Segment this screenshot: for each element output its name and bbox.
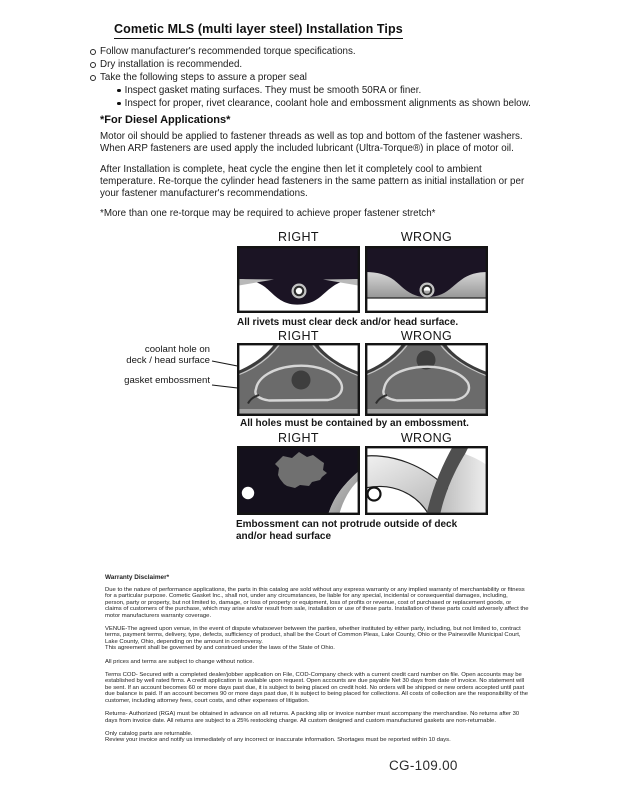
warranty-catalog-note: Only catalog parts are returnable. [105, 730, 193, 737]
bolt-hole [368, 488, 381, 501]
diagram-caption: All rivets must clear deck and/or head surface. [237, 317, 459, 328]
right-label: RIGHT [278, 230, 319, 244]
warranty-returns-paragraph: Returns- Authorized (RGA) must be obtained in advance on all returns. A packing slip or invoice number must accompany the merchandise. No returns after 30 days from invoice date. All returns are subject to a 25% restocking charge. All custom designed and custom manufactured gaskets are non-returnable. [105, 711, 520, 724]
rivet-icon [292, 284, 307, 299]
list-item [117, 84, 560, 97]
rivet-wrong-diagram [365, 246, 488, 313]
protrusion-right-diagram [237, 446, 360, 515]
tip-text: Dry installation is recommended. [100, 59, 243, 70]
diagram-caption: All holes must be contained by an embossment. [240, 418, 469, 429]
tip-text: Inspect for proper, rivet clearance, coolant hole and embossment alignments as shown below. [124, 98, 531, 109]
coolant-hole-label: coolant hole on deck / head surface [126, 344, 210, 366]
bullet-icon [117, 102, 121, 106]
warranty-disclaimer-section [105, 574, 529, 751]
diagram-caption: Embossment can not protrude outside of deck and/or head surface [236, 519, 458, 542]
warranty-venue-paragraph: VENUE-The agreed upon venue, in the event of dispute whatsoever between the parties, whether instituted by either party, including, but not limited to, contract terms, payment terms, delivery, type, defects, sufficiency of product, shall be the Court of Common Pleas, Lake County, Ohio or the Painesville Municipal Court, Lake County, Ohio, depending on the amount in controversy. [105, 626, 521, 645]
wrong-label: WRONG [400, 329, 453, 343]
list-item [90, 45, 560, 58]
tip-text: Follow manufacturer's recommended torque specifications. [100, 46, 356, 57]
list-item [90, 71, 560, 84]
embossment-right-diagram [237, 343, 360, 416]
list-item [90, 58, 560, 71]
warranty-governing-law: This agreement shall be governed by and construed under the laws of the State of Ohio. [105, 645, 335, 652]
document-number: CG-109.00 [389, 758, 458, 773]
right-label: RIGHT [278, 329, 319, 343]
wrong-label: WRONG [400, 230, 453, 244]
rivet-icon [420, 283, 435, 298]
right-label: RIGHT [278, 431, 319, 445]
warranty-heading: Warranty Disclaimer* [105, 574, 170, 581]
list-item [117, 97, 560, 110]
bullet-icon [117, 89, 121, 93]
installation-tips-list [90, 45, 560, 110]
tip-text: Take the following steps to assure a proper seal [100, 72, 307, 83]
warranty-liability-paragraph: Due to the nature of performance applications, the parts in this catalog are sold without any express warranty or any implied warranty of merchantability or fitness for a particular purpose. Cometic Gasket Inc., shall not, under any circumstances, be liable for any special, incidental or consequential damages, including, person, party or property, but not limited to, damage, or loss of property or equipment, loss of profits or revenue, cost of purchased or replacement goods, or claims of customers of the purchase, which may arise and/or result from sale, installation or use of these parts. Installation of these parts could adversely affect the motor manufacturers warranty coverage. [105, 587, 529, 619]
diesel-paragraph: After Installation is complete, heat cycle the engine then let it completely cool to ambient temperature. Re-torque the cylinder head fasteners in the same pattern as initial installation or per your fastener manufacturer's recommendations. [100, 164, 525, 200]
wrong-label: WRONG [400, 431, 453, 445]
diesel-applications-heading: *For Diesel Applications* [100, 114, 231, 126]
tip-text: Inspect gasket mating surfaces. They must be smooth 50RA or finer. [124, 85, 422, 96]
coolant-hole [292, 371, 311, 390]
open-bullet-icon [90, 75, 96, 81]
gasket-embossment-label: gasket embossment [124, 375, 210, 386]
rivet-right-diagram [237, 246, 360, 313]
bolt-hole [242, 487, 254, 499]
open-bullet-icon [90, 62, 96, 68]
embossment-wrong-diagram [365, 343, 488, 416]
page-title: Cometic MLS (multi layer steel) Installation Tips [114, 22, 403, 39]
protrusion-wrong-diagram [365, 446, 488, 515]
retorque-note: *More than one re-torque may be required to achieve proper fastener stretch* [100, 208, 436, 219]
warranty-review-note: Review your invoice and notify us immediately of any incorrect or inaccurate information. Shortages must be reported within 10 days. [105, 737, 451, 744]
diesel-paragraph: Motor oil should be applied to fastener threads as well as top and bottom of the fastener washers. When ARP fasteners are used apply the included lubricant (Ultra-Torque®) in place of motor oil. [100, 131, 523, 155]
warranty-terms-paragraph: Terms COD- Secured with a completed dealer/jobber application on File, COD-Company check with a current credit card number on file. Open accounts may be established by well rated firms. A credit application is available upon request. Open accounts are due payable Net 30 days from date of invoice. No statement will be sent. If an account becomes 60 or more days past due, it is subject to being placed on credit hold. No orders will be shipped or new orders accepted until past due balance is paid. If an account becomes 90 or more days past due, it is subject to being placed for collections. All costs of collection are the responsibility of the customer, including attorney fees, court costs, and other expenses of litigation. [105, 672, 529, 704]
open-bullet-icon [90, 49, 96, 55]
warranty-prices-note: All prices and terms are subject to change without notice. [105, 658, 254, 665]
